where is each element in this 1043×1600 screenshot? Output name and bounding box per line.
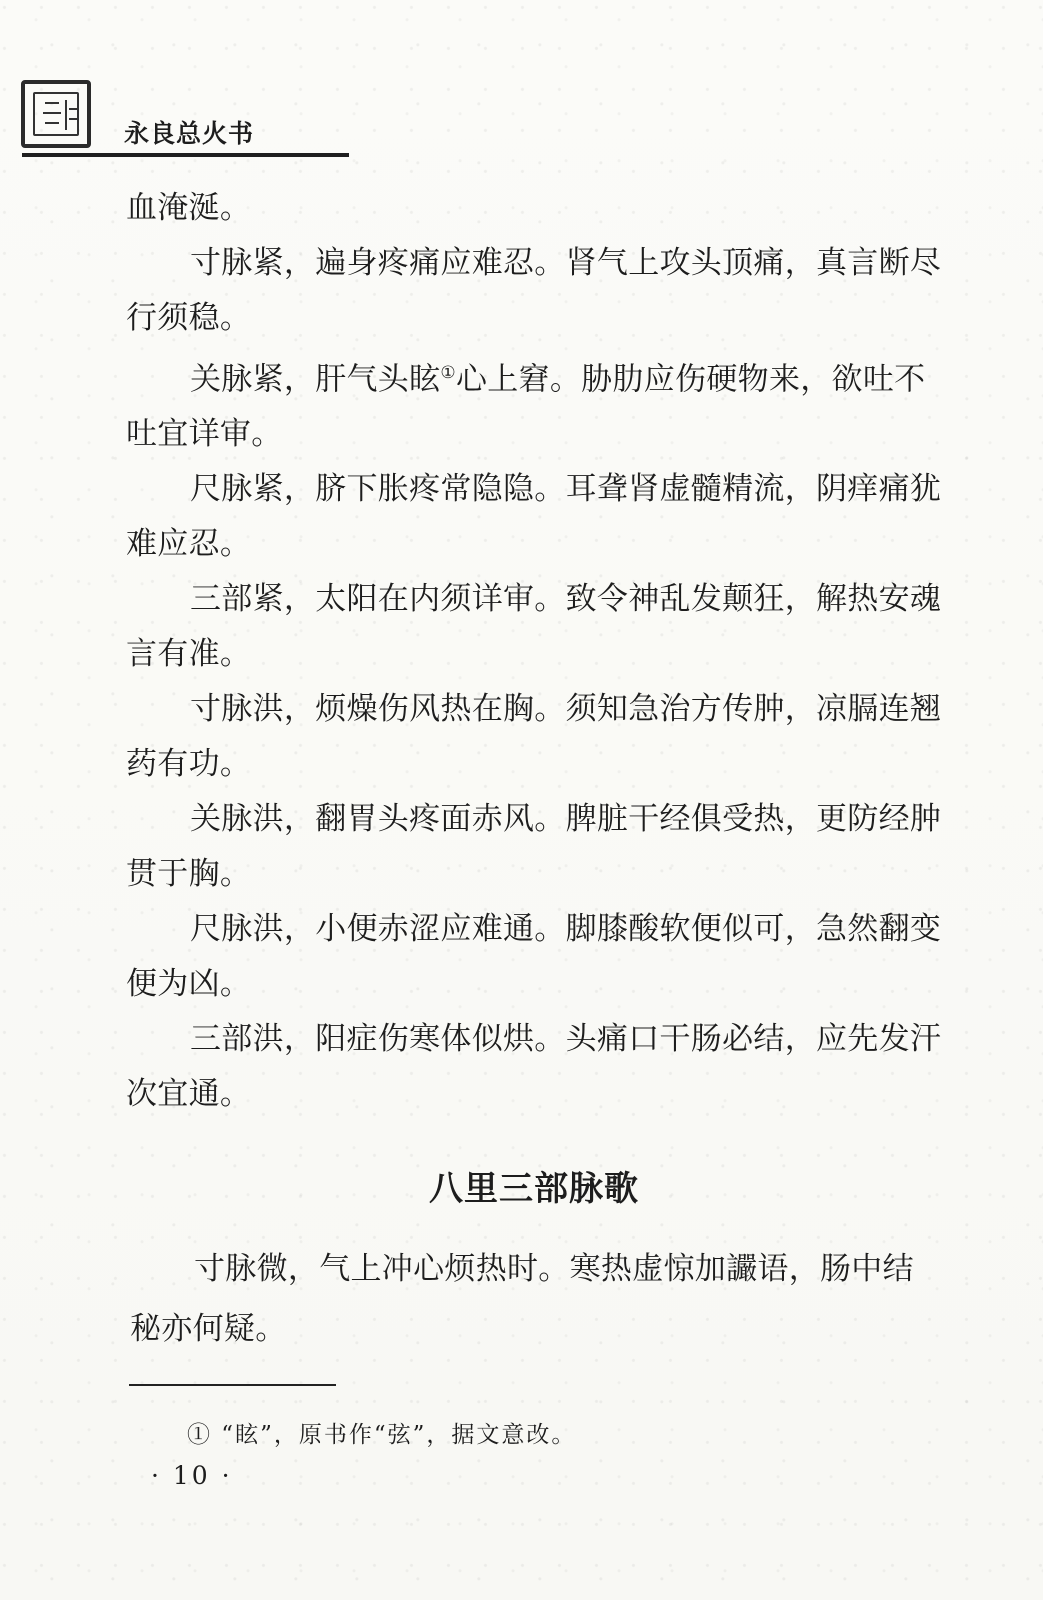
main-text xyxy=(126,181,946,1122)
footnote-reference-mark: ① xyxy=(440,363,456,383)
paragraph-guan-jin-text-before: 关脉紧，肝气头眩 xyxy=(190,361,441,398)
paragraph-continuation: 血淹涎。 xyxy=(126,190,252,226)
seal-logo xyxy=(21,80,91,148)
page-number: · 10 · xyxy=(151,1461,233,1490)
section-text xyxy=(130,1239,945,1359)
paragraph-sanbu-hong: 三部洪，阳症伤寒体似烘。头痛口干肠必结，应先发汗次宜通。 xyxy=(126,1021,942,1113)
paragraph-guan-hong: 关脉洪，翻胃头疼面赤风。脾脏干经俱受热，更防经肿贯于胸。 xyxy=(126,801,942,893)
paragraph-chi-jin: 尺脉紧，脐下胀疼常隐隐。耳聋肾虚髓精流，阴痒痛犹难应忍。 xyxy=(126,471,942,563)
paragraph-guan-jin-text-after: 心上窘。胁肋应伤硬物来，欲吐不吐宜详审。 xyxy=(126,361,926,453)
paragraph-cun-hong: 寸脉洪，烦燥伤风热在胸。须知急治方传肿，凉膈连翘药有功。 xyxy=(126,691,942,783)
paragraph-sanbu-jin: 三部紧，太阳在内须详审。致令神乱发颠狂，解热安魂言有准。 xyxy=(126,581,942,673)
section-title: 八里三部脉歌 xyxy=(429,1169,639,1209)
section-paragraph: 寸脉微，气上冲心烦热时。寒热虚惊加讝语，肠中结秘亦何疑。 xyxy=(130,1251,914,1347)
footnote-rule xyxy=(129,1384,336,1386)
book-title: 永良总火书 xyxy=(124,119,255,148)
paragraph-cun-jin: 寸脉紧，遍身疼痛应难忍。肾气上攻头顶痛，真言断尽行须稳。 xyxy=(126,245,942,336)
paragraph-guan-jin xyxy=(126,346,946,462)
header-rule xyxy=(22,153,349,157)
paragraph-chi-hong: 尺脉洪，小便赤涩应难通。脚膝酸软便似可，急然翻变便为凶。 xyxy=(126,911,942,1003)
footnote: ① “眩”，原书作“弦”，据文意改。 xyxy=(187,1422,577,1448)
